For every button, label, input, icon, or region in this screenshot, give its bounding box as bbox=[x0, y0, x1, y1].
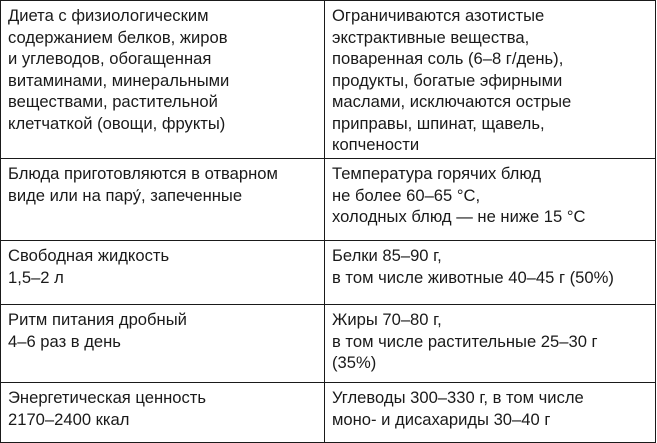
free-fluid-cell: Свободная жидкость 1,5–2 л bbox=[1, 241, 325, 305]
energy-value-cell: Энергетическая ценность 2170–2400 ккал bbox=[1, 383, 325, 443]
cooking-method-cell: Блюда приготовляются в отварном виде или на пару́, запеченные bbox=[1, 159, 325, 241]
carbohydrates-cell: Углеводы 300–330 г, в том числе моно- и дисахариды 30–40 г bbox=[325, 383, 656, 443]
table-row bbox=[1, 383, 656, 443]
proteins-cell: Белки 85–90 г, в том числе животные 40–45 г (50%) bbox=[325, 241, 656, 305]
table-row bbox=[1, 241, 656, 305]
table-row bbox=[1, 159, 656, 241]
table-row bbox=[1, 305, 656, 383]
food-temperature-cell: Температура горячих блюд не более 60–65 °С, холодных блюд — не ниже 15 °С bbox=[325, 159, 656, 241]
meal-rhythm-cell: Ритм питания дробный 4–6 раз в день bbox=[1, 305, 325, 383]
table-row bbox=[1, 1, 656, 159]
fats-cell: Жиры 70–80 г, в том числе растительные 25–30 г (35%) bbox=[325, 305, 656, 383]
restrictions-cell: Ограничиваются азотистые экстрактивные вещества, поваренная соль (6–8 г/день), продукты, богатые эфирными маслами, исключаются острые приправы, шпинат, щавель, копчености bbox=[325, 1, 656, 159]
diet-composition-cell: Диета с физиологическим содержанием белков, жиров и углеводов, обогащенная витаминами, минеральными веществами, растительной клетчаткой (овощи, фрукты) bbox=[1, 1, 325, 159]
